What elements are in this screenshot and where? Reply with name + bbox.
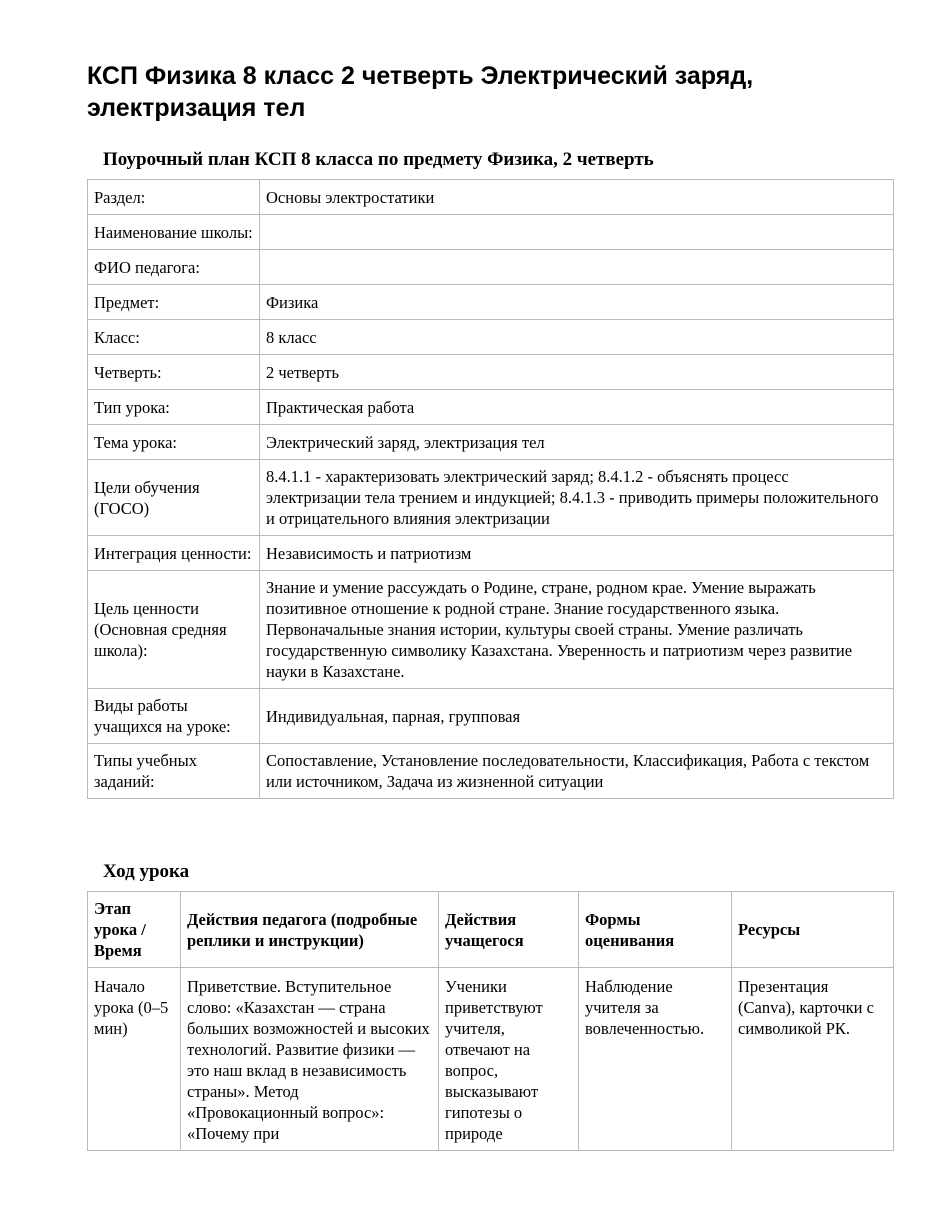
table-row	[88, 536, 894, 571]
info-label: Тема урока:	[88, 425, 260, 460]
table-row	[88, 571, 894, 689]
info-table	[87, 179, 894, 799]
header-student: Действия учащегося	[439, 892, 579, 968]
cell-resources: Презентация (Canva), карточки с символикой РК.	[732, 968, 894, 1151]
info-label: ФИО педагога:	[88, 250, 260, 285]
info-value: Практическая работа	[260, 390, 894, 425]
cell-assessment: Наблюдение учителя за вовлеченностью.	[579, 968, 732, 1151]
info-value: 2 четверть	[260, 355, 894, 390]
info-label: Класс:	[88, 320, 260, 355]
table-row	[88, 285, 894, 320]
info-value: 8.4.1.1 - характеризовать электрический заряд; 8.4.1.2 - объяснять процесс электризации тела трением и индукцией; 8.4.1.3 - приводить примеры положительного и отрицательного влияния электризации	[260, 460, 894, 536]
header-stage: Этап урока / Время	[88, 892, 181, 968]
table-row	[88, 425, 894, 460]
table-row	[88, 968, 894, 1151]
info-label: Типы учебных заданий:	[88, 744, 260, 799]
course-heading: Ход урока	[103, 861, 190, 882]
info-value	[260, 250, 894, 285]
info-value: Знание и умение рассуждать о Родине, стране, родном крае. Умение выражать позитивное отношение к родной стране. Знание государственного языка. Первоначальные знания истории, культуры своей страны. Умение различать государственную символику Казахстана. Уверенность и патриотизм через развитие науки в Казахстане.	[260, 571, 894, 689]
table-row	[88, 355, 894, 390]
table-row	[88, 689, 894, 744]
header-teacher: Действия педагога (подробные реплики и инструкции)	[181, 892, 439, 968]
page-title: КСП Физика 8 класс 2 четверть Электрический заряд, электризация тел	[87, 62, 754, 122]
info-value: Физика	[260, 285, 894, 320]
info-value: Индивидуальная, парная, групповая	[260, 689, 894, 744]
table-row	[88, 250, 894, 285]
table-row	[88, 215, 894, 250]
info-value: 8 класс	[260, 320, 894, 355]
info-label: Предмет:	[88, 285, 260, 320]
info-label: Четверть:	[88, 355, 260, 390]
info-value: Электрический заряд, электризация тел	[260, 425, 894, 460]
header-assessment: Формы оценивания	[579, 892, 732, 968]
plan-heading: Поурочный план КСП 8 класса по предмету Физика, 2 четверть	[103, 149, 654, 170]
info-label: Цели обучения (ГОСО)	[88, 460, 260, 536]
info-value: Основы электростатики	[260, 180, 894, 215]
info-label: Тип урока:	[88, 390, 260, 425]
table-row	[88, 180, 894, 215]
info-label: Интеграция ценности:	[88, 536, 260, 571]
table-row	[88, 460, 894, 536]
cell-student: Ученики приветствуют учителя, отвечают на вопрос, высказывают гипотезы о природе	[439, 968, 579, 1151]
info-label: Наименование школы:	[88, 215, 260, 250]
info-label: Виды работы учащихся на уроке:	[88, 689, 260, 744]
info-value: Независимость и патриотизм	[260, 536, 894, 571]
info-value: Сопоставление, Установление последовательности, Классификация, Работа с текстом или источником, Задача из жизненной ситуации	[260, 744, 894, 799]
info-label: Цель ценности (Основная средняя школа):	[88, 571, 260, 689]
info-label: Раздел:	[88, 180, 260, 215]
table-row	[88, 390, 894, 425]
table-row	[88, 320, 894, 355]
cell-stage: Начало урока (0–5 мин)	[88, 968, 181, 1151]
course-table	[87, 891, 894, 1151]
table-row	[88, 744, 894, 799]
course-header-row	[88, 892, 894, 968]
cell-teacher: Приветствие. Вступительное слово: «Казахстан — страна больших возможностей и высоких технологий. Развитие физики — это наш вклад в независимость страны». Метод «Провокационный вопрос»: «Почему при	[181, 968, 439, 1151]
info-value	[260, 215, 894, 250]
header-resources: Ресурсы	[732, 892, 894, 968]
